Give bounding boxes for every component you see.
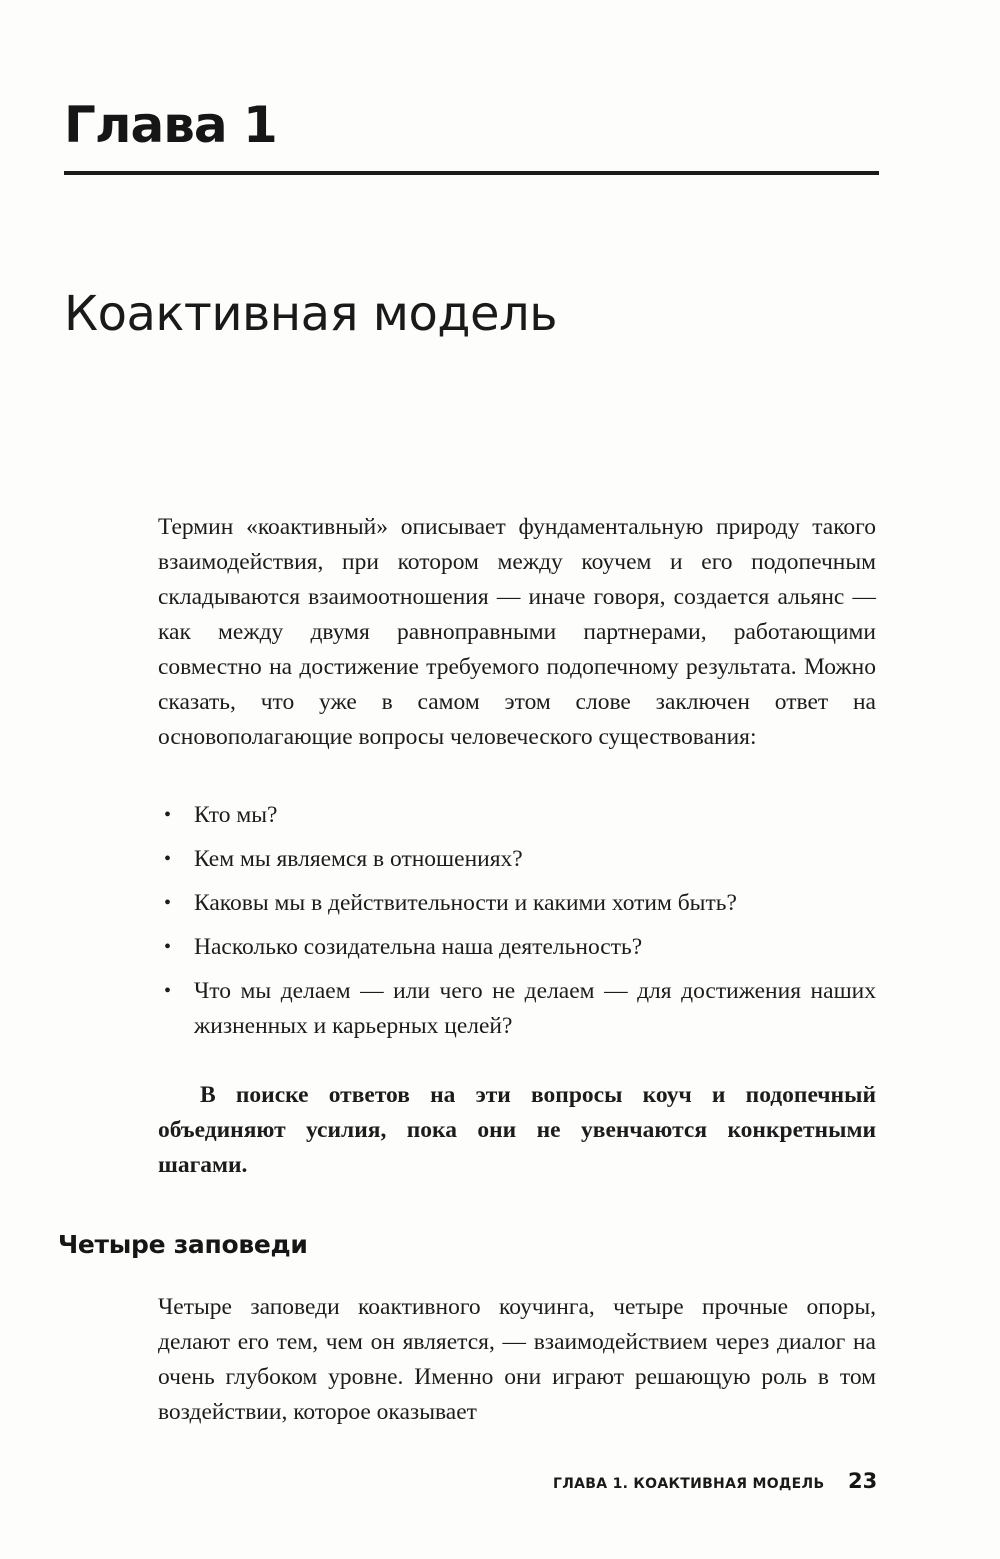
section-paragraph: Четыре заповеди коактивного коучинга, четыре прочные опоры, делают его тем, чем он является, — взаимодействием через диалог на очень глубоком уровне. Именно они играют решающую роль в том воздействии, которое оказывает	[158, 1294, 876, 1425]
intro-paragraph: Термин «коактивный» описывает фундаментальную природу такого взаимодействия, при котором между коучем и его подопечным складываются взаимоотношения — иначе говоря, создается альянс — как между двумя равноправными партнерами, работающими совместно на достижение требуемого подопечному результата. Можно сказать, что уже в самом этом слове заключен ответ на основополагающие вопросы человеческого существования:	[158, 514, 876, 750]
list-item	[158, 798, 876, 833]
list-item-text: Кем мы являемся в отношениях?	[194, 846, 523, 872]
list-item-text: Насколько созидательна наша деятельность?	[194, 934, 643, 960]
bullet-icon: •	[164, 980, 172, 1002]
chapter-label: Глава 1	[64, 96, 277, 154]
conclusion-paragraph-block	[158, 1078, 876, 1183]
bullet-icon: •	[164, 936, 172, 958]
intro-paragraph-block	[158, 510, 876, 755]
section-heading: Четыре заповеди	[58, 1230, 308, 1259]
chapter-title: Коактивная модель	[64, 286, 557, 342]
list-item	[158, 930, 876, 965]
list-item-text: Каковы мы в действительности и какими хотим быть?	[194, 890, 737, 916]
list-item	[158, 974, 876, 1044]
running-head: ГЛАВА 1. КОАКТИВНАЯ МОДЕЛЬ	[553, 1476, 825, 1492]
conclusion-paragraph: В поиске ответов на эти вопросы коуч и подопечный объединяют усилия, пока они не увенчаются конкретными шагами.	[158, 1082, 876, 1178]
page-number: 23	[848, 1469, 878, 1493]
bullet-icon: •	[164, 892, 172, 914]
bullet-icon: •	[164, 848, 172, 870]
list-item	[158, 842, 876, 877]
list-item-text: Что мы делаем — или чего не делаем — для достижения наших жизненных и карьерных целей?	[194, 978, 876, 1039]
section-paragraph-block	[158, 1290, 876, 1430]
list-item	[158, 886, 876, 921]
chapter-divider	[64, 171, 879, 175]
questions-list	[158, 798, 876, 1053]
bullet-icon: •	[164, 804, 172, 826]
list-item-text: Кто мы?	[194, 802, 278, 828]
